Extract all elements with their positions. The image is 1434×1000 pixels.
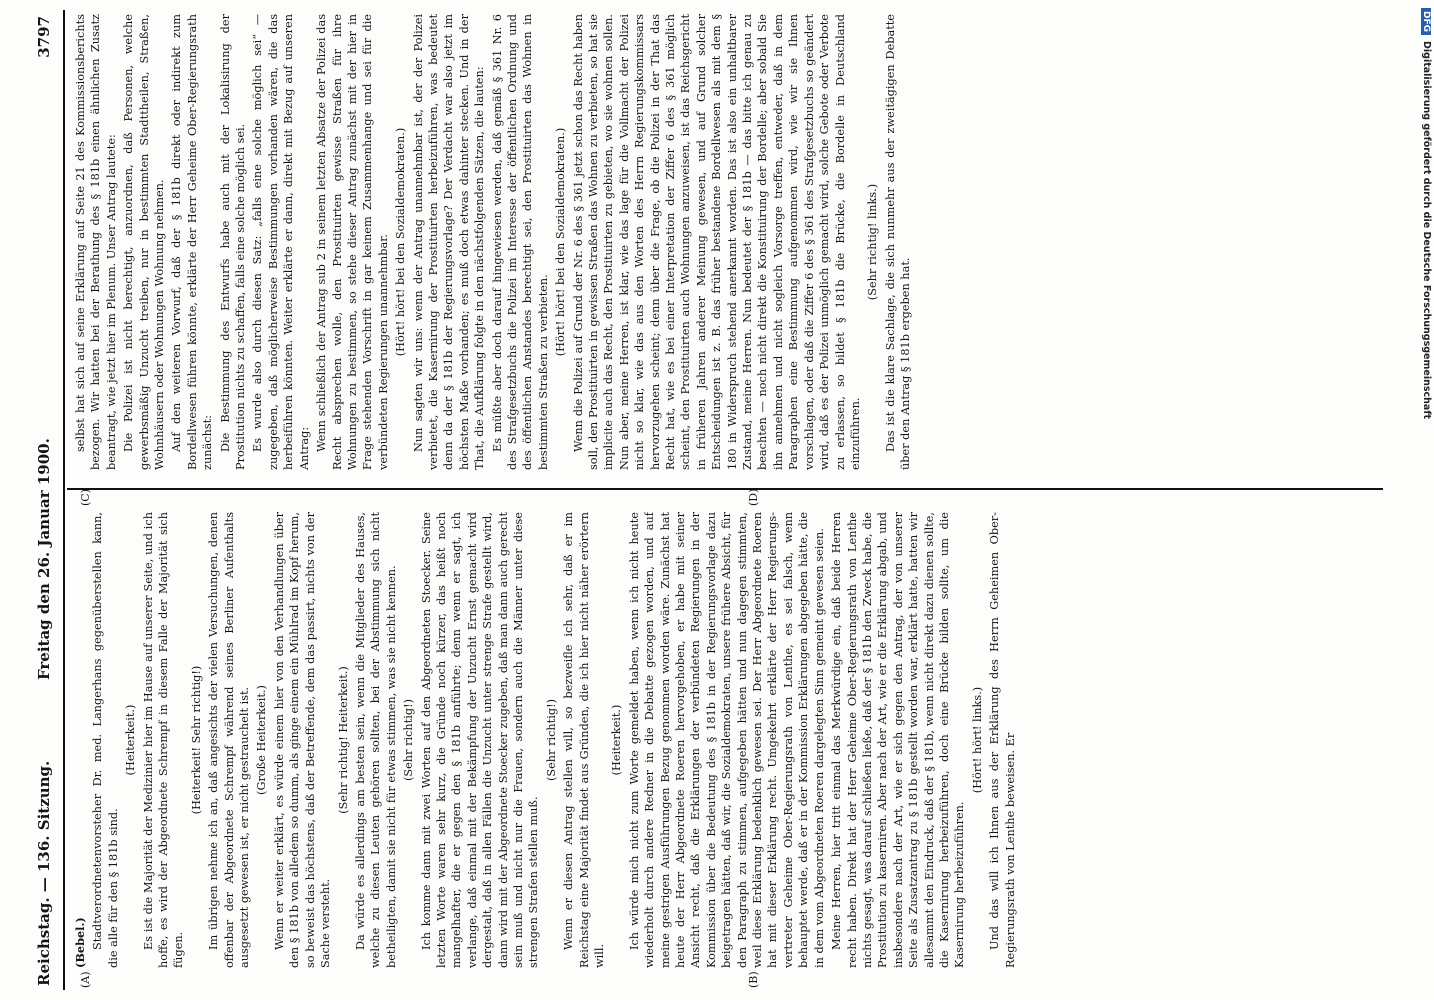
header-rule [63,10,65,990]
digitization-credit: Digitalisierung gefördert durch die Deutsche Forschungsgemeinschaft [1421,41,1432,419]
paragraph: Nun sagten wir uns: wenn der Antrag unannehmbar ist, der der Polizei verbietet, die Kasernirung der Prostituirten herbeizuführen, was bedeutet denn da der § 181b der Regierungsvorlage? Der Verdacht war also jetzt im höchsten Maße vorhanden; es muß doch etwas dahinter stecken. Und in der That, die Aufklärung folgte in den nächstfolgenden Sätzen, die lauten: [411,14,487,470]
margin-marker-b: (B) [747,971,760,988]
paragraph: Und das will ich Ihnen aus der Erklärung des Herrn Geheimen Ober-Regierungsrath von Lenthe beweisen. Er [988,512,1017,968]
paragraph: Es müßte aber doch darauf hingewiesen werden, daß gemäß § 361 Nr. 6 des Strafgesetzbuchs die Polizei im Interesse der öffentlichen Ordnung und des öffentlichen Anstandes berechtigt sei, den Prostituirten das Wohnen in bestimmten Straßen zu verbieten. [490,14,550,470]
margin-marker-c: (C) [79,489,92,506]
speaker-name: (Bebel.) [73,917,87,968]
interjection: (Hört! hört! links.) [970,686,984,794]
margin-marker-d: (D) [747,488,760,506]
interjection: (Hört! hört! bei den Sozialdemokraten.) [554,127,568,357]
page-number: 3797 [35,16,53,58]
dfg-logo: DFG [1421,8,1431,35]
paragraph: Da würde es allerdings am besten sein, wenn die Mitglieder des Hauses, welche zu diesen Leuten gehören sollten, bei der Abstimmung sich nicht betheiligten, damit sie nicht für etwas stimmen, was sie nicht kennen. [353,512,398,968]
paragraph: Es ist die Majorität der Medizinier hier im Hause auf unserer Seite, und ich hoffe, es wird der Abgeordnete Schrempf in diesem Falle der Majorität sich fügen. [141,512,186,968]
paragraph: Stadtverordnetenvorsteher Dr. med. Langerhans gegenüberstellen kann, die alle für den § 181b sind. [91,512,120,968]
paragraph: Die Bestimmung des Entwurfs habe auch mit der Lokalisirung der Prostitution nichts zu schaffen, falls eine solche möglich sei. [218,14,248,470]
left-text-column [73,512,1373,968]
digitization-note [1418,8,1432,992]
margin-marker-a: (A) [79,971,92,988]
column-divider [67,488,1383,490]
page-header [27,10,61,990]
interjection: (Sehr richtig! links.) [866,183,880,301]
header-date: Freitag den 26. Januar 1900. [35,438,53,680]
interjection: (Heiterkeit.) [124,704,138,776]
interjection: (Heiterkeit.) [610,704,624,776]
interjection: (Heiterkeit! Sehr richtig!) [189,665,203,815]
interjection: (Hört! hört! bei den Sozialdemokraten.) [394,127,408,357]
header-session-title: Reichstag. — 136. Sitzung. [35,760,53,986]
rotated-page-content [27,10,1387,990]
paragraph: Die Polizei ist nicht berechtigt, anzuordnen, daß Personen, welche gewerbsmäßig Unzucht treiben, nur in bestimmten Stadttheilen, Straßen, Wohnhäusern oder Wohnungen Wohnung nehmen. [122,14,167,470]
paragraph: Das ist die klare Sachlage, die sich nunmehr aus der zweitägigen Debatte über den Antrag § 181b ergeben hat. [883,14,913,470]
right-text-column [73,14,1373,470]
paragraph: Auf den weiteren Vorwurf, daß der § 181b direkt oder indirekt zum Bordellwesen führen könnte, erklärte der Herr Geheime Ober-Regierungsrath zunächst: [170,14,215,470]
paragraph: Wenn schließlich der Antrag sub 2 in seinem letzten Absatze der Polizei das Recht absprechen wolle, den Prostituirten gewisse Straßen für ihre Wohnungen zu bestimmen, so stehe dieser Antrag zunächst mit der hier in Frage stehenden Vorschrift in gar keinem Zusammenhange und sei für die verbündeten Regierungen unannehmbar. [315,14,390,470]
paragraph: Es wurde also durch diesen Satz: „falls eine solche möglich sei“ — zugegeben, daß möglicherweise Bestimmungen vorhanden wären, die das herbeiführen könnten. Weiter erklärte er dann, direkt mit Bezug auf unseren Antrag: [251,14,311,470]
interjection: (Sehr richtig!) [402,698,416,782]
interjection: (Große Heiterkeit.) [255,685,269,795]
paragraph: Wenn er weiter erklärt, es würde einem hier von den Verhandlungen über den § 181b von alledem so dumm, als ginge einem ein Mühlrad im Kopf herum, so beweist das höchstens, daß der Betreffende, dem das passirt, nichts von der Sache versteht. [272,512,333,968]
interjection: (Sehr richtig! Heiterkeit.) [336,666,350,814]
paragraph: Wenn er diesen Antrag stellen will, so bezweifle ich sehr, daß er im Reichstag eine Majorität findet aus Gründen, die ich hier nicht näher erörtern will. [562,512,606,968]
paragraph: Ich komme dann mit zwei Worten auf den Abgeordneten Stoecker. Seine letzten Worte waren sehr kurz, die Gründe noch kürzer, das heißt noch mangelhafter, die er gegen den § 181b anführte; denn wenn er sagt, ich verlange, daß einmal mit der Bekämpfung der Unzucht Ernst gemacht wird dergestalt, daß in allen Fällen die Unzucht unter strenge Strafe gestellt wird, dann wird mit der Abgeordnete Stoecker zugeben, daß man dann auch gerecht sein muß und nicht nur die Frauen, sondern auch die Männer unter diese strengen Strafen stellen muß. [419,512,541,968]
paragraph: Wenn die Polizei auf Grund der Nr. 6 des § 361 jetzt schon das Recht haben soll, den Prostituirten in gewissen Straßen das Wohnen zu verbieten, so hat sie implicite auch das Recht, den Prostituirten zu gebieten, wo sie wohnen sollen. Nun aber, meine Herren, ist klar, wie das lage für die Vollmacht der Polizei nicht so klar, wie das aus den Worten des Herrn Regierungskommissars hervorzugehen scheint; denn über die Frage, ob die Polizei in der That das Recht hat, wie es bei einer Interpretation der Ziffer 6 des § 361 möglich scheint, den Prostituirten auch Wohnungen anzuweisen, ist das Reichsgericht in früheren Jahren anderer Meinung gewesen, und auf Grund solcher Entscheidungen ist z. B. das früher bestandene Bordellwesen als mit dem § 180 in Widerspruch stehend anerkannt worden. Das ist also ein unhaltbarer Zustand, meine Herren. Nun bedeutet der § 181b — das bitte ich genau zu beachten — noch nicht direkt die Konstituirung der Bordelle; aber sobald Sie ihn annehmen und nicht sogleich Vorsorge treffen, entweder, daß in dem Paragraphen eine Bestimmung aufgenommen wird, wie wir sie Ihnen vorschlagen, oder daß die Ziffer 6 des § 361 des Strafgesetzbuchs so geändert wird, daß es der Polizei unmöglich gemacht wird, solche Gebote oder Verbote zu erlassen, so bildet § 181b die Brücke, die Bordelle in Deutschland einzuführen. [571,14,862,470]
paragraph: selbst hat sich auf seine Erklärung auf Seite 21 des Kommissionsberichts bezogen. Wir hatten bei der Berathung des § 181b einen ähnlichen Zusatz beantragt, wie jetzt hier im Plenum. Unser Antrag lautete: [74,14,118,470]
paragraph: Meine Herren, hier tritt einmal das Merkwürdige ein, daß beide Herren recht haben. Direkt hat der Herr Geheime Ober-Regierungsrath von Lenthe nichts gesagt, was darauf schließen ließe, daß der § 181b den Zweck habe, die Prostitution zu kaserniren. Aber nach der Art, wie er die Erklärung abgab, und insbesondere nach der Art, wie er sich gegen den Antrag, der von unserer Seite als Zusatzantrag zu § 181b gestellt worden war, erklärt hatte, hatten wir allesammt den Eindruck, daß der § 181b, wenn nicht direkt dazu dienen sollte, die Kasernirung herbeizuführen, doch eine Brücke bilden sollte, um die Kasernirung herbeizuführen. [830,512,967,968]
paragraph: Im übrigen nehme ich an, daß angesichts der vielen Versuchungen, denen offenbar der Abgeordnete Schrempf während seines Berliner Aufenthalts ausgesetzt gewesen ist, er nicht gestrauchelt ist. [207,512,252,968]
paragraph: Ich würde mich nicht zum Worte gemeldet haben, wenn ich nicht heute wiederholt durch andere Redner in die Debatte gezogen worden, und auf meine gestrigen Ausführungen Bezug genommen worden wäre. Zunächst hat heute der Herr Abgeordnete Roeren hervorgehoben, er habe mit seiner Ansicht recht, daß die Erklärungen der verbündeten Regierungen in der Kommission über die Bedeutung des § 181b in der Regierungsvorlage dazu beigetragen hätten, daß wir, die Sozialdemokraten, unsere frühere Absicht, für den Paragraph zu stimmen, aufgegeben hätten und nun dagegen stimmten, weil diese Erklärung bedenklich gewesen sei. Der Herr Abgeordnete Roeren hat mit dieser Erklärung recht. Umgekehrt erklärte der Herr Regierungsvertreter Geheime Ober-Regierungsrath von Lenthe, es sei falsch, wenn behauptet werde, daß er in der Kommission Erklärungen abgegeben hätte, die in dem vom Abgeordneten Roeren dargelegten Sinn gemeint gewesen seien. [627,512,826,968]
interjection: (Sehr richtig!) [544,698,558,782]
